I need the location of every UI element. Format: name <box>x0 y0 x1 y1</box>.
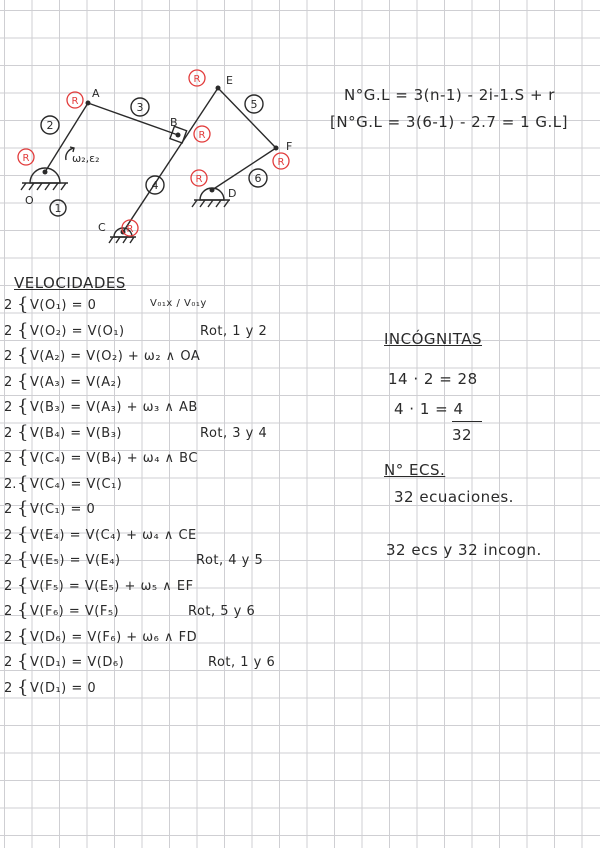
equation-brace: { <box>17 319 29 341</box>
equation-brace: { <box>17 625 29 647</box>
link-label-6: 6 <box>254 172 262 185</box>
equation-multiplier: 2 <box>4 527 13 543</box>
link-3 <box>88 103 178 135</box>
point-label-e: E <box>226 74 233 87</box>
equation-brace: { <box>17 523 29 545</box>
restriction-mark: R <box>71 96 79 107</box>
point-label-d: D <box>228 187 237 200</box>
velocity-equation: V(D₁) = V(D₆) <box>30 655 125 670</box>
link-5 <box>218 88 276 148</box>
velocity-equation: V(F₆) = V(F₅) <box>30 604 120 619</box>
equation-multiplier: 2 <box>4 298 13 313</box>
equation-note: Rot, 5 y 6 <box>188 604 256 619</box>
equation-note: Rot, 1 y 6 <box>208 655 276 670</box>
link-label-2: 2 <box>46 119 54 132</box>
equation-multiplier: 2 <box>4 323 13 339</box>
velocity-equation: V(C₁) = 0 <box>30 502 96 517</box>
equation-multiplier: 2 <box>4 655 13 670</box>
equation-multiplier: 2 <box>4 629 13 645</box>
equation-multiplier: 2 <box>4 451 13 466</box>
equation-brace: { <box>17 651 29 672</box>
equation-multiplier: 2 <box>4 578 13 594</box>
point-label-b: B <box>170 116 178 129</box>
equation-brace: { <box>17 421 29 443</box>
velocity-equation: V(A₃) = V(A₂) <box>30 374 122 390</box>
equation-brace: { <box>17 498 29 519</box>
equation-brace: { <box>17 600 29 621</box>
equation-multiplier: 2 <box>4 400 13 415</box>
velocity-equation: V(D₆) = V(F₆) + ω₆ ∧ FD <box>30 629 198 645</box>
equation-multiplier: 2 <box>4 374 13 390</box>
ecuaciones-count: 32 ecuaciones. <box>394 488 514 506</box>
velocity-equation: V(D₁) = 0 <box>30 680 97 696</box>
svg-text:R: R <box>277 157 285 168</box>
svg-text:R: R <box>22 153 30 164</box>
link-label-3: 3 <box>136 101 144 114</box>
equation-brace: { <box>17 676 29 698</box>
svg-text:R: R <box>198 130 206 141</box>
equation-brace: { <box>17 472 29 494</box>
incognitas-total: 32 <box>452 426 473 444</box>
equation-multiplier: 2 <box>4 425 13 441</box>
equation-note: Rot, 1 y 2 <box>200 323 268 339</box>
equation-brace: { <box>17 370 29 392</box>
equation-brace: { <box>17 447 29 468</box>
equation-multiplier: 2 <box>4 553 13 568</box>
gdl-result: [N°G.L = 3(6-1) - 2.7 = 1 G.L] <box>330 113 568 131</box>
equation-multiplier: 2 <box>4 349 13 364</box>
link-label-5: 5 <box>250 98 258 111</box>
velocity-equation: V(C₄) = V(C₁) <box>30 476 123 492</box>
gdl-formula: N°G.L = 3(n-1) - 2i-1.S + r <box>344 86 555 104</box>
section-title-ecuaciones: N° ECS. <box>384 461 446 479</box>
velocity-equation: V(B₃) = V(A₃) + ω₃ ∧ AB <box>30 400 198 415</box>
equation-multiplier: 2 <box>4 680 13 696</box>
equation-note: V₀₁x / V₀₁y <box>150 298 207 309</box>
section-title-incognitas: INCÓGNITAS <box>384 330 482 348</box>
svg-text:R: R <box>195 174 203 185</box>
equation-brace: { <box>17 574 29 596</box>
link-label-1: 1 <box>54 202 62 215</box>
equation-note: Rot, 3 y 4 <box>200 425 268 441</box>
equation-brace: { <box>17 294 29 315</box>
link-6 <box>212 148 276 190</box>
section-title-velocidades: VELOCIDADES <box>14 274 126 292</box>
velocity-equation: V(F₅) = V(E₅) + ω₅ ∧ EF <box>30 578 194 594</box>
equation-multiplier: 2. <box>4 476 17 492</box>
equation-brace: { <box>17 396 29 417</box>
mechanism-diagram <box>0 0 320 260</box>
point-label-f: F <box>286 140 293 153</box>
velocity-equation: V(E₅) = V(E₄) <box>30 553 121 568</box>
svg-text:R: R <box>193 74 201 85</box>
equation-multiplier: 2 <box>4 604 13 619</box>
velocity-equation: V(E₄) = V(C₄) + ω₄ ∧ CE <box>30 527 197 543</box>
svg-text:R: R <box>126 224 134 235</box>
incognitas-line2: 4 · 1 = 4 <box>394 400 464 418</box>
equation-brace: { <box>17 549 29 570</box>
velocity-equation: V(O₂) = V(O₁) <box>30 323 125 339</box>
equation-multiplier: 2 <box>4 502 13 517</box>
link-label-4: 4 <box>151 179 159 192</box>
velocity-equation: V(C₄) = V(B₄) + ω₄ ∧ BC <box>30 451 198 466</box>
incognitas-line1: 14 · 2 = 28 <box>388 370 478 388</box>
velocity-equation: V(A₂) = V(O₂) + ω₂ ∧ OA <box>30 349 201 364</box>
velocity-equation: V(B₄) = V(B₃) <box>30 425 122 441</box>
incognitas-sum-rule <box>452 421 482 422</box>
ecuaciones-summary: 32 ecs y 32 incogn. <box>386 541 542 559</box>
equation-brace: { <box>17 345 29 366</box>
point-label-a: A <box>92 87 100 100</box>
point-label-c: C <box>98 221 106 234</box>
omega-label: ω₂,ε₂ <box>72 152 100 165</box>
point-label-o: O <box>25 194 34 207</box>
velocity-equation: V(O₁) = 0 <box>30 298 97 313</box>
equation-note: Rot, 4 y 5 <box>196 553 264 568</box>
